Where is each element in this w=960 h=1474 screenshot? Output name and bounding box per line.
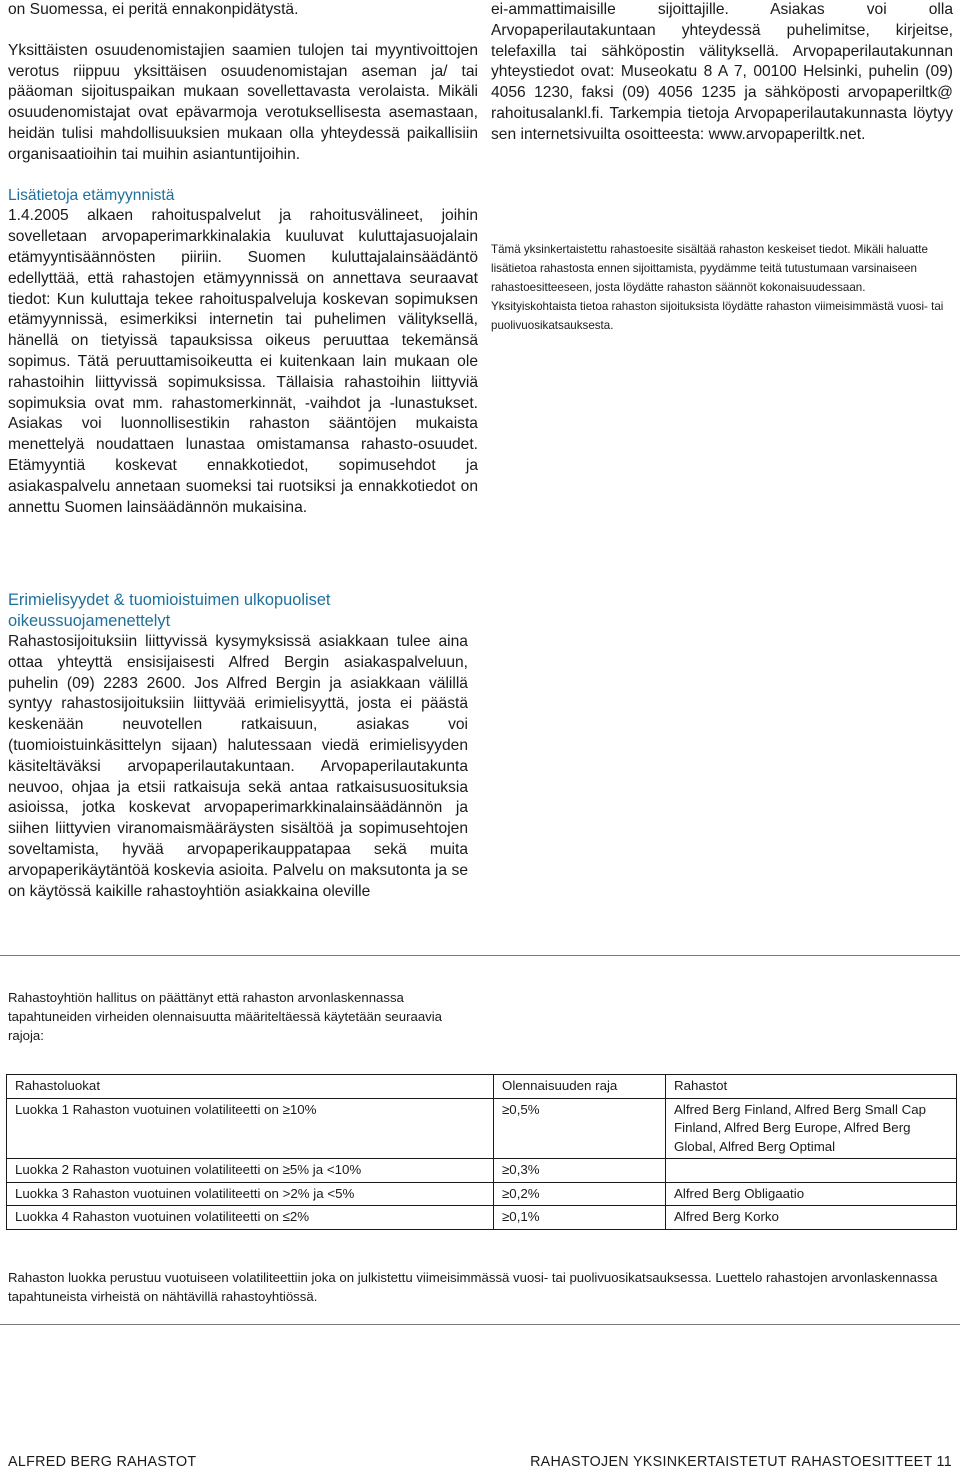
dispute-paragraph: Rahastosijoituksiin liittyvissä kysymyksissä asiakkaan tulee aina ottaa yhteyttä ensisijaisesti Alfred Bergin asiakaspalveluun, puhelin (09) 2283 2600. Jos Alfred Bergin ja asiakkaan välillä syntyy rahastosijoituksiin liittyvää erimielisyyttä, josta ei päästä keskenään neuvotellen ratkaisuun, asiakas voi (tuomioistuinkäsittelyn sijaan) halutessaan viedä erimielisyyden käsiteltäväksi arvopaperilautakuntaan. Arvopaperilautakunta neuvoo, ohjaa ja etsii ratkaisuja sekä antaa ratkaisusuosituksia asioissa, jotka koskevat arvopaperimarkkinalainsäädännön ja siihen liittyvien viranomaismääräysten sisältöä ja sopimusehtojen soveltamista, hyvää arvopaperikauppatapaa sekä muita arvopaperikäytäntöä koskevia asioita. Palvelu on maksutonta ja se on käytössä kaikille rahastoyhtiön asiakkaina oleville	[8, 633, 468, 900]
table-cell: ≥0,3%	[494, 1159, 666, 1183]
table-header-row	[7, 1075, 957, 1099]
table-cell: Alfred Berg Finland, Alfred Berg Small Cap Finland, Alfred Berg Europe, Alfred Berg Global, Alfred Berg Optimal	[666, 1098, 957, 1159]
valuation-table	[6, 1074, 957, 1230]
footer-page-title: RAHASTOJEN YKSINKERTAISTETUT RAHASTOESITTEET 11	[530, 1454, 952, 1470]
valuation-note-text: Rahaston luokka perustuu vuotuiseen volatiliteettiin joka on julkistettu viimeisimmässä vuosi- tai puolivuosikatsauksessa. Luettelo rahastojen arvonlaskennassa tapahtuneista virheistä on nähtävillä rahastoyhtiössä.	[8, 1270, 938, 1304]
right-column	[491, 0, 953, 146]
section-divider-bottom	[0, 1324, 960, 1325]
left-column	[8, 0, 478, 518]
table-cell: ≥0,2%	[494, 1182, 666, 1206]
table-row	[7, 1098, 957, 1159]
distance-selling-heading: Lisätietoja etämyynnistä	[8, 186, 175, 204]
tax-paragraph: Yksittäisten osuudenomistajien saamien tulojen tai myyntivoittojen verotus riippuu yksittäisen osuudenomistajan aseman ja/ tai pääoman sijoituspaikan mukaan sovellettavasta verolaista. Mikäli osuudenomistajat ovat epävarmoja verotuksellisesta asemastaan, heidän tulisi mahdollisuuksien mukaan olla yhteydessä paikallisiin organisaatioihin tai muihin asiantuntijoihin.	[8, 41, 478, 163]
table-row	[7, 1206, 957, 1230]
table-row	[7, 1159, 957, 1183]
dispute-section	[8, 590, 468, 902]
table-cell: Alfred Berg Korko	[666, 1206, 957, 1230]
table-cell: Luokka 2 Rahaston vuotuinen volatiliteetti on ≥5% ja <10%	[7, 1159, 494, 1183]
valuation-note	[8, 1268, 954, 1306]
footer-brand: ALFRED BERG RAHASTOT	[8, 1454, 197, 1470]
table-cell: Luokka 4 Rahaston vuotuinen volatiliteetti on ≤2%	[7, 1206, 494, 1230]
table-cell: ≥0,5%	[494, 1098, 666, 1159]
table-header-cell: Rahastoluokat	[7, 1075, 494, 1099]
valuation-intro-text: Rahastoyhtiön hallitus on päättänyt että rahaston arvonlaskennassa tapahtuneiden virheiden olennaisuutta määriteltäessä käytetään seuraavia rajoja:	[8, 990, 443, 1043]
table-cell: Luokka 1 Rahaston vuotuinen volatiliteetti on ≥10%	[7, 1098, 494, 1159]
table-header-cell: Rahastot	[666, 1075, 957, 1099]
table-cell: Alfred Berg Obligaatio	[666, 1182, 957, 1206]
distance-selling-paragraph: 1.4.2005 alkaen rahoituspalvelut ja rahoitusvälineet, joihin sovelletaan arvopaperimarkkinalakia kuuluvat kuluttajasuojalain etämyyntisäännösten piiriin. Suomen kuluttajalainsäädäntö edellyttää, että rahastojen etämyynnissä on annettava seuraavat tiedot: Kun kuluttaja tekee rahoituspalveluja koskevan sopimuksen etämyynnissä, esimerkiksi internetin tai puhelimen välityksellä, hänellä on tietyissä tapauksissa oikeus peruuttaa tekemänsä sopimus. Tätä peruuttamisoikeutta ei kuitenkaan lain mukaan ole rahastoihin liittyvissä sopimuksissa. Tällaisia rahastoihin liittyviä sopimuksia ovat mm. rahastomerkinnät, -vaihdot ja -lunastukset. Asiakas voi luonnollisestikin rahaston sääntöjen mukaista menettelyä noudattaen lunastaa omistamansa rahasto-osuudet. Etämyyntiä koskevat ennakkotiedot, sopimusehdot ja asiakaspalvelu annetaan suomeksi tai ruotsiksi ja ennakkotiedot on annettu Suomen lainsäädännön mukaisina.	[8, 207, 478, 516]
table-cell: Luokka 3 Rahaston vuotuinen volatiliteetti on >2% ja <5%	[7, 1182, 494, 1206]
disclaimer-text: Tämä yksinkertaistettu rahastoesite sisältää rahaston keskeiset tiedot. Mikäli haluatte lisätietoa rahastosta ennen sijoittamista, pyydämme teitä tutustumaan varsinaiseen rahastoesitteeseen, josta löydätte rahaston säännöt kokonaisuudessaan. Yksityiskohtaista tietoa rahaston sijoituksista löydätte rahaston viimeisimmästä vuosi- tai puolivuosikatsauksesta.	[491, 243, 944, 332]
tax-continuation-text: on Suomessa, ei peritä ennakonpidätystä.	[8, 1, 299, 18]
dispute-heading: Erimielisyydet & tuomioistuimen ulkopuoliset oikeussuojamenettelyt	[8, 591, 331, 630]
board-contact-paragraph: ei-ammattimaisille sijoittajille. Asiakas voi olla Arvopaperilautakuntaan yhteydessä puhelimitse, kirjeitse, telefaxilla tai sähköpostin välityksellä. Arvopaperilautakunnan yhteystiedot ovat: Museokatu 8 A 7, 00100 Helsinki, puhelin (09) 4056 1230, faksi (09) 4056 1235 ja sähköposti arvopaperiltk@ rahoitusalankl.fi. Tarkempia tietoja Arvopaperilautakunnasta löytyy sen internetsivuilta osoitteesta: www.arvopaperiltk.net.	[491, 1, 953, 143]
table-cell	[666, 1159, 957, 1183]
valuation-intro	[8, 988, 468, 1045]
table-header-cell: Olennaisuuden raja	[494, 1075, 666, 1099]
table-row	[7, 1182, 957, 1206]
section-divider-top	[0, 955, 960, 956]
disclaimer-block	[491, 240, 953, 335]
table-cell: ≥0,1%	[494, 1206, 666, 1230]
